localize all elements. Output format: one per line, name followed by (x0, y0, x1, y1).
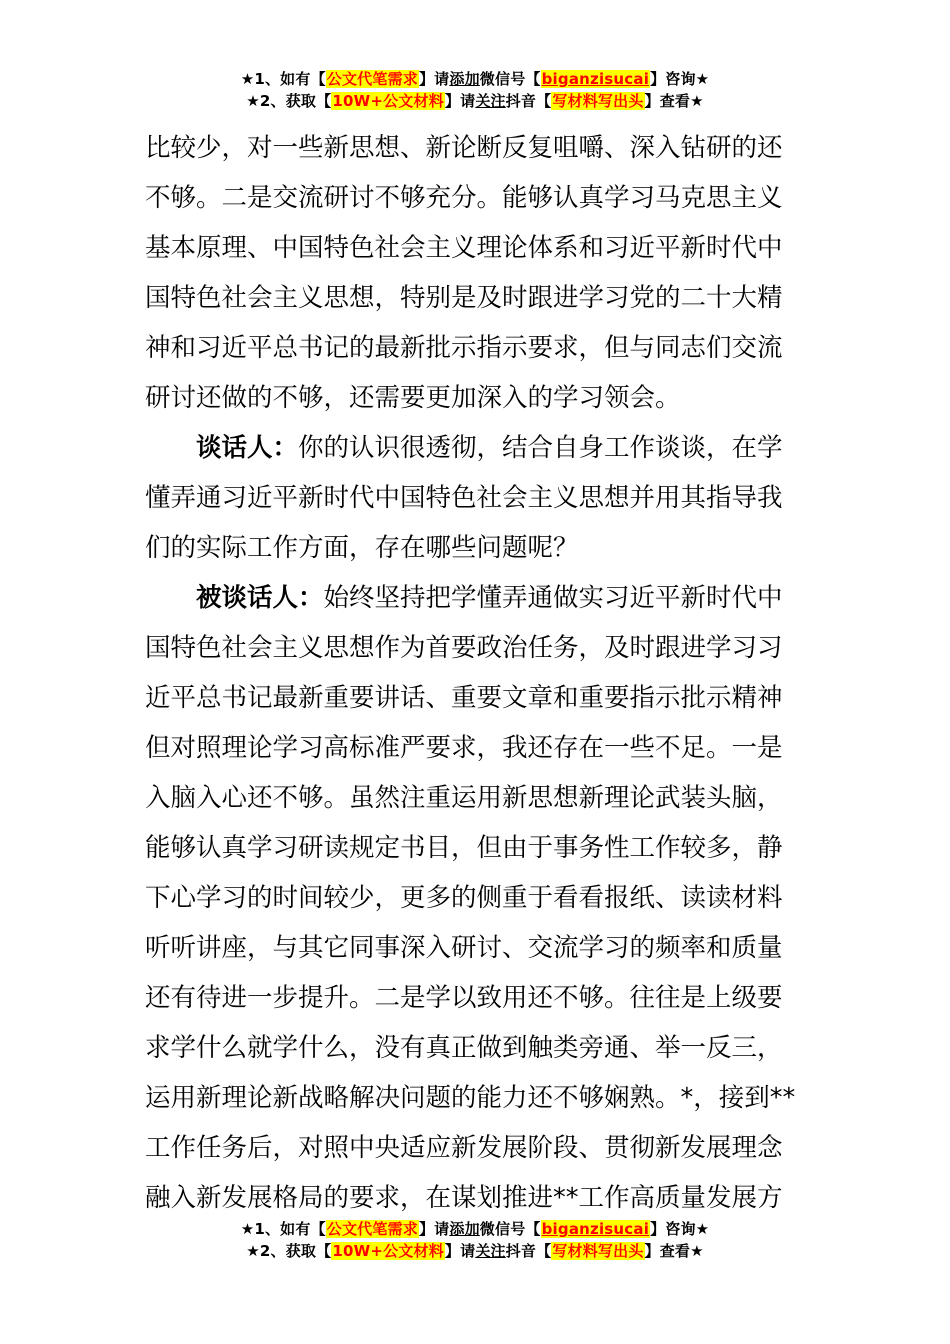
header-text: 】请 (418, 70, 450, 88)
document-body (145, 123, 807, 1223)
header-banner (0, 68, 950, 112)
answer-line: 还有待进一步提升。二是学以致用还不够。往往是上级要 (145, 983, 783, 1013)
answer-text: 始终坚持把学懂弄通做实习近平新时代中 (323, 583, 783, 613)
highlight-label: 公文代笔需求 (326, 1220, 418, 1238)
underlined-text: 添加 (449, 70, 480, 88)
header-text: ★1、如有【 (240, 70, 326, 88)
footer-text: ★2、获取【 (246, 1242, 332, 1260)
body-line: 比较少，对一些新思想、新论断反复咀嚼、深入钻研的还 (145, 133, 783, 163)
footer-text: 】请 (418, 1220, 450, 1238)
answer-speaker-label: 被谈话人： (196, 583, 324, 613)
footer-banner (0, 1218, 950, 1262)
body-line: 国特色社会主义思想，特别是及时跟进学习党的二十大精 (145, 283, 783, 313)
underlined-text: 关注 (475, 1242, 506, 1260)
footer-line-1 (0, 1218, 950, 1240)
wechat-id-link[interactable]: biganzisucai (541, 70, 650, 88)
highlight-label: 10W+公文材料 (332, 1242, 444, 1260)
question-line: 懂弄通习近平新时代中国特色社会主义思想并用其指导我 (145, 483, 783, 513)
answer-line: 入脑入心还不够。虽然注重运用新思想新理论武装头脑， (145, 783, 783, 813)
answer-line: 国特色社会主义思想作为首要政治任务，及时跟进学习习 (145, 633, 783, 663)
question-speaker-label: 谈话人： (196, 433, 299, 463)
header-text: 抖音【 (505, 92, 552, 110)
footer-text: 】咨询★ (650, 1220, 710, 1238)
question-text: 你的认识很透彻，结合自身工作谈谈，在学 (298, 433, 783, 463)
body-line: 不够。二是交流研讨不够充分。能够认真学习马克思主义 (145, 183, 783, 213)
footer-text: 抖音【 (505, 1242, 552, 1260)
answer-line: 融入新发展格局的要求，在谋划推进**工作高质量发展方 (145, 1183, 783, 1213)
header-line-1 (0, 68, 950, 90)
answer-line: 听听讲座，与其它同事深入研讨、交流学习的频率和质量 (145, 933, 783, 963)
answer-line: 能够认真学习研读规定书目，但由于事务性工作较多，静 (145, 833, 783, 863)
underlined-text: 关注 (475, 92, 506, 110)
answer-line: 工作任务后，对照中央适应新发展阶段、贯彻新发展理念 (145, 1133, 783, 1163)
header-text: 】咨询★ (650, 70, 710, 88)
footer-line-2 (0, 1240, 950, 1262)
question-line: 们的实际工作方面，存在哪些问题呢？ (145, 533, 579, 563)
highlight-label: 公文代笔需求 (326, 70, 418, 88)
answer-first-line (145, 573, 807, 623)
footer-text: ★1、如有【 (240, 1220, 326, 1238)
highlight-label: 10W+公文材料 (332, 92, 444, 110)
answer-line: 近平总书记最新重要讲话、重要文章和重要指示批示精神 (145, 683, 783, 713)
footer-text: 微信号【 (479, 1220, 541, 1238)
body-line: 研讨还做的不够，还需要更加深入的学习领会。 (145, 383, 681, 413)
answer-line: 下心学习的时间较少，更多的侧重于看看报纸、读读材料 (145, 883, 783, 913)
douyin-name-highlight: 写材料写出头 (552, 92, 644, 110)
footer-text: 】查看★ (644, 1242, 704, 1260)
header-text: 】请 (444, 92, 476, 110)
answer-line: 运用新理论新战略解决问题的能力还不够娴熟。*，接到** (145, 1083, 796, 1113)
body-line: 神和习近平总书记的最新批示指示要求，但与同志们交流 (145, 333, 783, 363)
wechat-id-link[interactable]: biganzisucai (541, 1220, 650, 1238)
footer-text: 】请 (444, 1242, 476, 1260)
header-text: 微信号【 (479, 70, 541, 88)
header-line-2 (0, 90, 950, 112)
body-line: 基本原理、中国特色社会主义理论体系和习近平新时代中 (145, 233, 783, 263)
header-text: 】查看★ (644, 92, 704, 110)
answer-line: 求学什么就学什么，没有真正做到触类旁通、举一反三， (145, 1033, 783, 1063)
question-first-line (145, 423, 807, 473)
douyin-name-highlight: 写材料写出头 (552, 1242, 644, 1260)
underlined-text: 添加 (449, 1220, 480, 1238)
answer-line: 但对照理论学习高标准严要求，我还存在一些不足。一是 (145, 733, 783, 763)
header-text: ★2、获取【 (246, 92, 332, 110)
